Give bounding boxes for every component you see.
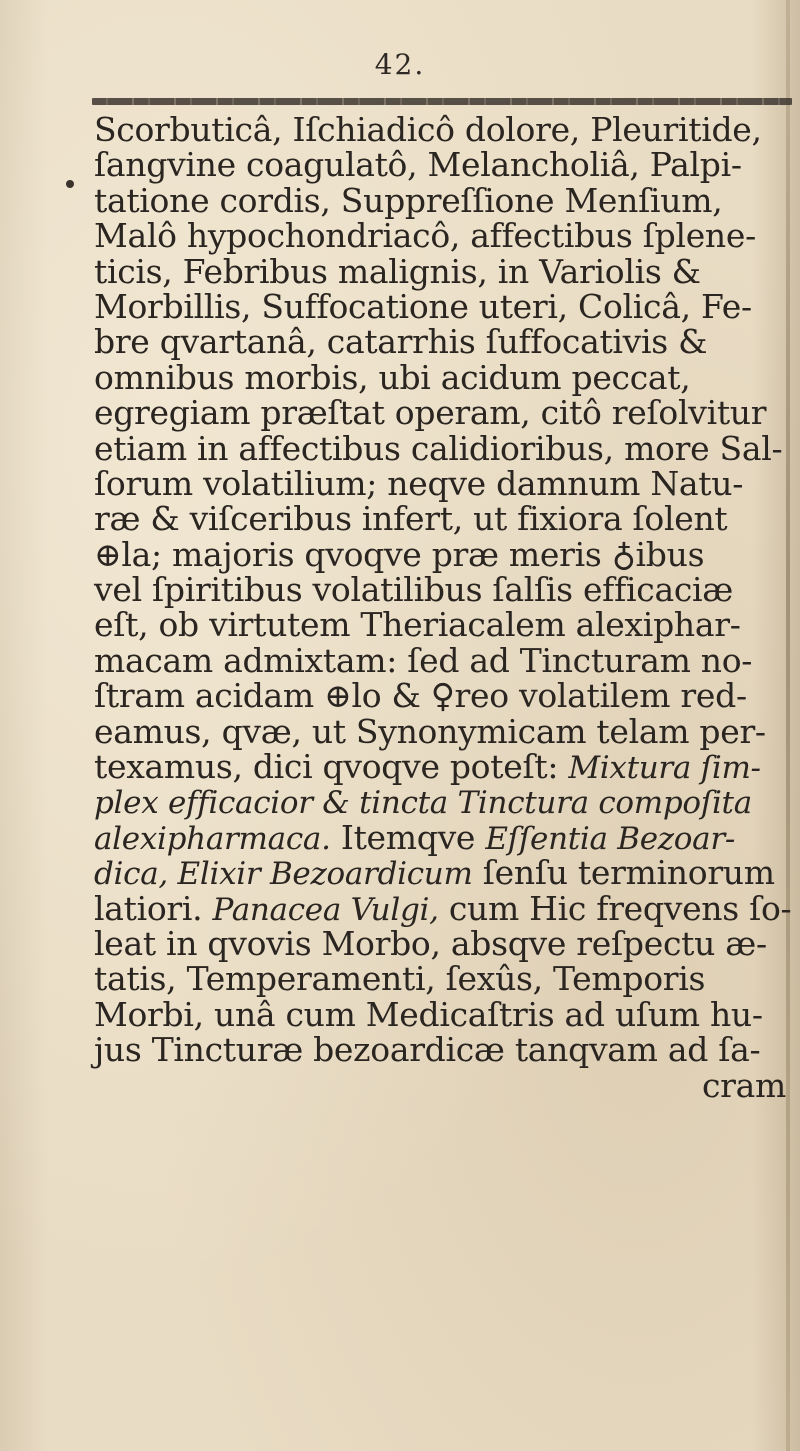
text-line — [94, 570, 794, 610]
text-segment: ſangvine coagulatô, Melancholiâ, Palpi- — [94, 145, 742, 185]
text-segment: Malô hypochondriacô, affectibus ſplene- — [94, 216, 756, 256]
text-segment: eamus, qvæ, ut Synonymicam telam per- — [94, 711, 766, 751]
text-segment: cram — [701, 1065, 786, 1105]
italic-segment: dica, Elixir Bezoardicum — [94, 856, 473, 893]
text-segment: bre qvartanâ, catarrhis ſuffocativis & — [94, 322, 708, 362]
text-segment: leat in qvovis Morbo, absqve reſpectu æ- — [94, 923, 767, 963]
text-segment: ræ & viſceribus infert, ut fixiora ſolent — [94, 499, 728, 539]
text-segment: cum Hic freqvens ſo- — [438, 888, 792, 928]
text-line — [94, 640, 794, 680]
text-line — [94, 1065, 794, 1105]
text-segment: Morbillis, Suffocatione uteri, Colicâ, Fe- — [94, 286, 752, 326]
text-segment: vel ſpiritibus volatilibus ſalſis efficaciæ — [94, 570, 733, 610]
text-segment: egregiam præſtat operam, citô reſolvitur — [94, 393, 767, 433]
text-line — [94, 817, 794, 857]
text-segment: jus Tincturæ bezoardicæ tanqvam ad ſa- — [94, 1030, 761, 1070]
text-line — [94, 428, 794, 468]
body-text — [94, 112, 794, 1103]
text-line — [94, 888, 794, 928]
text-line — [94, 463, 794, 503]
text-segment: tatis, Temperamenti, ſexûs, Temporis — [94, 959, 706, 999]
text-line — [94, 393, 794, 433]
text-segment: ſtram acidam ⊕lo & ♀reo volatilem red- — [94, 676, 747, 716]
text-line — [94, 923, 794, 963]
margin-dot — [66, 180, 74, 188]
text-line — [94, 357, 794, 397]
italic-segment: Eſſentia Bezoar- — [485, 820, 736, 857]
text-line — [94, 499, 794, 539]
text-line — [94, 784, 794, 822]
italic-segment: plex efficacior & tincta Tinctura compoſita — [94, 785, 752, 822]
text-segment: Morbi, unâ cum Medicaſtris ad uſum hu- — [94, 994, 763, 1034]
text-line — [94, 959, 794, 999]
text-segment: eſt, ob virtutem Theriacalem alexiphar- — [94, 605, 741, 645]
text-segment: macam admixtam: ſed ad Tincturam no- — [94, 640, 753, 680]
text-line — [94, 853, 794, 893]
italic-segment: Mixtura ſim- — [568, 750, 761, 787]
text-line — [94, 180, 794, 220]
page-number: 42. — [374, 48, 426, 81]
text-line — [94, 711, 794, 751]
ornamental-rule — [92, 98, 792, 105]
text-line — [94, 1030, 794, 1070]
text-line — [94, 676, 794, 716]
text-line — [94, 534, 794, 574]
italic-segment: Panacea Vulgi, — [212, 891, 439, 928]
text-segment: Scorbuticâ, Iſchiadicô dolore, Pleuritide, — [94, 110, 762, 149]
text-line — [94, 322, 794, 362]
text-segment: omnibus morbis, ubi acidum peccat, — [94, 357, 691, 397]
text-line — [94, 112, 794, 147]
text-segment: texamus, dici qvoqve poteſt: — [94, 747, 569, 787]
text-line — [94, 286, 794, 326]
text-line — [94, 216, 794, 256]
text-line — [94, 994, 794, 1034]
text-line — [94, 145, 794, 185]
italic-segment: alexipharmaca. — [94, 820, 331, 857]
text-segment: latiori. — [94, 888, 213, 928]
text-line — [94, 747, 794, 787]
text-segment: ticis, Febribus malignis, in Variolis & — [94, 251, 701, 291]
text-segment: etiam in affectibus calidioribus, more Sal- — [94, 428, 783, 468]
text-segment: ⊕la; majoris qvoqve præ meris ♁ibus — [94, 534, 705, 574]
text-line — [94, 605, 794, 645]
text-segment: tatione cordis, Suppreſſione Menſium, — [94, 180, 723, 220]
text-line — [94, 251, 794, 291]
text-segment: Itemqve — [330, 817, 486, 857]
text-segment: ſenſu terminorum — [472, 853, 775, 893]
text-segment: ſorum volatilium; neqve damnum Natu- — [94, 463, 744, 503]
